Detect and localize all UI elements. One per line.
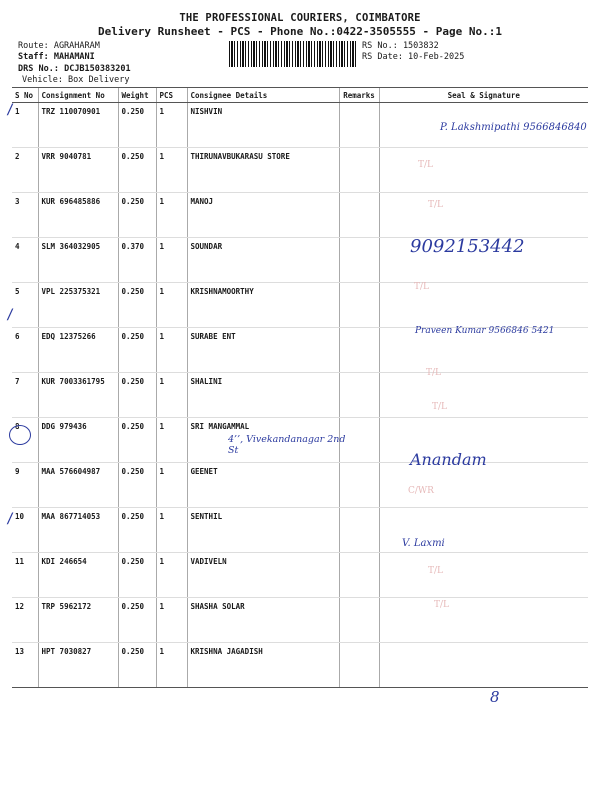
cell-weight: 0.250 [118,418,156,463]
faint-mark: T/L [426,368,442,378]
faint-mark: T/L [434,600,450,610]
cell-weight: 0.250 [118,373,156,418]
cell-signature [379,148,588,193]
col-header: Seal & Signature [379,88,588,103]
cell-cno: KUR 7003361795 [38,373,118,418]
col-header: S No [12,88,38,103]
cell-cno: KUR 696485886 [38,193,118,238]
cell-pcs: 1 [156,418,187,463]
drs-label: DRS No.: [18,64,59,74]
cell-cno: KDI 246654 [38,553,118,598]
cell-consignee: SRI MANGAMMAL [187,418,339,463]
faint-mark: C/WR [408,486,434,496]
cell-consignee: MANOJ [187,193,339,238]
cell-signature [379,643,588,688]
faint-mark: T/L [428,566,444,576]
cell-cno: MAA 576604987 [38,463,118,508]
cell-signature [379,283,588,328]
cell-sno: 13 [12,643,38,688]
cell-cno: VRR 9040781 [38,148,118,193]
signature-9: Anandam [410,450,487,469]
cell-sno: 4 [12,238,38,283]
cell-weight: 0.250 [118,148,156,193]
cell-consignee: SHASHA SOLAR [187,598,339,643]
cell-sno: 12 [12,598,38,643]
cell-sno: 3 [12,193,38,238]
cell-sno: 5 [12,283,38,328]
page-mark: 8 [490,688,500,706]
cell-remarks [339,373,379,418]
cell-pcs: 1 [156,238,187,283]
cell-weight: 0.250 [118,103,156,148]
cell-consignee: SHALINI [187,373,339,418]
cell-sno: 9 [12,463,38,508]
cell-consignee: THIRUNAVBUKARASU STORE [187,148,339,193]
cell-cno: TRP 5962172 [38,598,118,643]
tick-mark: / [6,102,15,118]
cell-signature [379,553,588,598]
cell-weight: 0.250 [118,283,156,328]
cell-sno: 11 [12,553,38,598]
cell-pcs: 1 [156,553,187,598]
cell-signature [379,193,588,238]
table-row [12,508,588,553]
runsheet-subtitle: Delivery Runsheet - PCS - Phone No.:0422-3505555 - Page No.:1 [98,25,502,38]
cell-weight: 0.370 [118,238,156,283]
cell-consignee: KRISHNAMOORTHY [187,283,339,328]
cell-sno: 10 [12,508,38,553]
cell-remarks [339,328,379,373]
cell-signature [379,463,588,508]
signature-4: 9092153442 [410,236,525,257]
col-header: Weight [118,88,156,103]
circle-mark [9,425,31,445]
runsheet-table [12,87,588,688]
cell-weight: 0.250 [118,328,156,373]
staff-label: Staff: [18,52,49,62]
cell-remarks [339,463,379,508]
meta-left [18,41,131,86]
table-row [12,283,588,328]
drs-line [18,64,131,75]
signature-6: Praveen Kumar 9566846 5421 [415,326,555,336]
cell-signature [379,598,588,643]
cell-cno: TRZ 110070901 [38,103,118,148]
faint-mark: T/L [414,282,430,292]
col-header: PCS [156,88,187,103]
cell-weight: 0.250 [118,553,156,598]
col-header: Remarks [339,88,379,103]
meta-right [362,41,464,63]
faint-mark: T/L [432,402,448,412]
cell-pcs: 1 [156,283,187,328]
cell-signature [379,373,588,418]
signature-1: P. Lakshmipathi 9566846840 [440,122,587,133]
cell-pcs: 1 [156,193,187,238]
tick-mark: / [6,307,15,323]
faint-mark: T/L [428,200,444,210]
cell-weight: 0.250 [118,463,156,508]
rs-number: RS No.: 1503832 [362,41,439,51]
cell-cno: HPT 7030827 [38,643,118,688]
cell-remarks [339,103,379,148]
company-title: THE PROFESSIONAL COURIERS, COIMBATORE [179,12,421,24]
route-text: Route: AGRAHARAM [18,41,100,51]
cell-remarks [339,283,379,328]
cell-pcs: 1 [156,328,187,373]
table-row [12,373,588,418]
cell-remarks [339,148,379,193]
cell-remarks [339,643,379,688]
table-row [12,463,588,508]
signature-11: V. Laxmi [402,538,445,549]
table-row [12,553,588,598]
cell-consignee: VADIVELN [187,553,339,598]
drs-number: DCJB150383201 [64,64,131,74]
table-row [12,148,588,193]
rs-date: RS Date: 10-Feb-2025 [362,52,465,62]
cell-consignee: GEENET [187,463,339,508]
table-header-row [12,88,588,103]
cell-consignee: KRISHNA JAGADISH [187,643,339,688]
cell-sno: 2 [12,148,38,193]
cell-cno: DDG 979436 [38,418,118,463]
staff-line [18,52,131,63]
faint-mark: T/L [418,160,434,170]
cell-sno: 8 [12,418,38,463]
cell-pcs: 1 [156,463,187,508]
address-note-9: 4’’, Vivekandanagar 2nd St [228,434,346,456]
cell-weight: 0.250 [118,643,156,688]
cell-sno: 7 [12,373,38,418]
staff-name: MAHAMANI [53,52,95,62]
table-row [12,598,588,643]
cell-consignee: NISHVIN [187,103,339,148]
col-header: Consignment No [38,88,118,103]
cell-consignee: SOUNDAR [187,238,339,283]
cell-pcs: 1 [156,103,187,148]
cell-cno: SLM 364032905 [38,238,118,283]
cell-weight: 0.250 [118,193,156,238]
tick-mark: / [6,511,15,527]
barcode [229,41,357,67]
cell-remarks [339,193,379,238]
cell-remarks [339,553,379,598]
cell-cno: VPL 225375321 [38,283,118,328]
cell-pcs: 1 [156,148,187,193]
cell-remarks [339,508,379,553]
cell-consignee: SURABE ENT [187,328,339,373]
table-row [12,193,588,238]
cell-consignee: SENTHIL [187,508,339,553]
cell-pcs: 1 [156,643,187,688]
cell-cno: MAA 867714053 [38,508,118,553]
cell-pcs: 1 [156,598,187,643]
cell-weight: 0.250 [118,508,156,553]
cell-remarks [339,598,379,643]
cell-pcs: 1 [156,373,187,418]
cell-cno: EDQ 12375266 [38,328,118,373]
cell-pcs: 1 [156,508,187,553]
vehicle-text: Vehicle: Box Delivery [22,75,130,85]
cell-sno: 1 [12,103,38,148]
cell-remarks [339,238,379,283]
table-row [12,643,588,688]
col-header: Consignee Details [187,88,339,103]
cell-weight: 0.250 [118,598,156,643]
cell-sno: 6 [12,328,38,373]
